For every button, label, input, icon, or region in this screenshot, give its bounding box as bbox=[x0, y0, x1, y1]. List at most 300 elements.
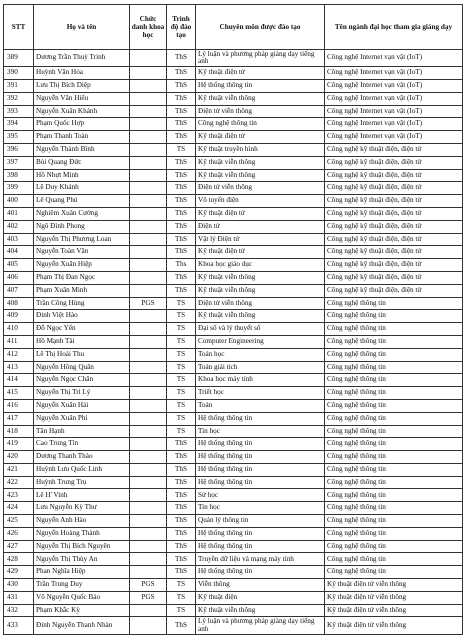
cell-major: Công nghệ thông tin bbox=[325, 412, 463, 425]
table-header-row bbox=[4, 5, 463, 50]
cell-major: Công nghệ kỹ thuật điện, điện tử bbox=[325, 259, 463, 272]
cell-specialty: Hệ thống thông tin bbox=[196, 527, 325, 540]
table-row bbox=[4, 323, 463, 336]
cell-name: Trần Công Hùng bbox=[34, 297, 130, 310]
table-row bbox=[4, 310, 463, 323]
cell-major: Công nghệ thông tin bbox=[325, 553, 463, 566]
cell-stt: 433 bbox=[4, 617, 34, 634]
cell-name: Ngô Đình Phong bbox=[34, 220, 130, 233]
cell-name: Phạm Thanh Toàn bbox=[34, 131, 130, 144]
cell-major: Công nghệ kỹ thuật điện, điện tử bbox=[325, 182, 463, 195]
cell-stt: 415 bbox=[4, 387, 34, 400]
table-row bbox=[4, 451, 463, 464]
cell-major: Công nghệ Internet vạn vật (IoT) bbox=[325, 79, 463, 92]
cell-degree: ThS bbox=[167, 118, 196, 131]
table-row bbox=[4, 131, 463, 144]
cell-specialty: Kỹ thuật viễn thông bbox=[196, 310, 325, 323]
cell-degree: ThS bbox=[167, 502, 196, 515]
cell-name: Phạm Xuân Minh bbox=[34, 284, 130, 297]
cell-degree: TS bbox=[167, 361, 196, 374]
cell-rank bbox=[130, 310, 167, 323]
cell-name: Đinh Việt Hào bbox=[34, 310, 130, 323]
cell-stt: 392 bbox=[4, 92, 34, 105]
cell-stt: 404 bbox=[4, 246, 34, 259]
cell-specialty: Kỹ thuật viễn thông bbox=[196, 92, 325, 105]
cell-rank bbox=[130, 284, 167, 297]
cell-name: Hồ Mạnh Tài bbox=[34, 335, 130, 348]
cell-major: Công nghệ thông tin bbox=[325, 489, 463, 502]
cell-rank bbox=[130, 361, 167, 374]
table-row bbox=[4, 143, 463, 156]
cell-name: Nguyễn Xuân Phi bbox=[34, 412, 130, 425]
cell-specialty: Hệ thống thông tin bbox=[196, 79, 325, 92]
cell-specialty: Viễn thông bbox=[196, 579, 325, 592]
cell-major: Công nghệ thông tin bbox=[325, 361, 463, 374]
cell-specialty: Kỹ thuật điện bbox=[196, 591, 325, 604]
cell-specialty: Hệ thống thông tin bbox=[196, 476, 325, 489]
cell-stt: 427 bbox=[4, 540, 34, 553]
cell-stt: 412 bbox=[4, 348, 34, 361]
table-row bbox=[4, 527, 463, 540]
cell-name: Nguyễn Thị Tri Lý bbox=[34, 387, 130, 400]
cell-specialty: Lý luận và phương pháp giảng dạy tiếng anh bbox=[196, 617, 325, 634]
cell-major: Công nghệ thông tin bbox=[325, 438, 463, 451]
cell-degree: TS bbox=[167, 579, 196, 592]
cell-specialty: Kỹ thuật viễn thông bbox=[196, 271, 325, 284]
table-row bbox=[4, 271, 463, 284]
cell-stt: 408 bbox=[4, 297, 34, 310]
cell-degree: ThS bbox=[167, 284, 196, 297]
table-row bbox=[4, 348, 463, 361]
cell-degree: ThS bbox=[167, 105, 196, 118]
cell-specialty: Công nghệ thông tin bbox=[196, 118, 325, 131]
cell-major: Công nghệ thông tin bbox=[325, 399, 463, 412]
table-row bbox=[4, 387, 463, 400]
table-row bbox=[4, 259, 463, 272]
cell-major: Công nghệ kỹ thuật điện, điện tử bbox=[325, 271, 463, 284]
cell-specialty: Tin học bbox=[196, 502, 325, 515]
cell-stt: 402 bbox=[4, 220, 34, 233]
cell-name: Huỳnh Lưu Quốc Linh bbox=[34, 463, 130, 476]
cell-major: Công nghệ thông tin bbox=[325, 540, 463, 553]
cell-rank: PGS bbox=[130, 579, 167, 592]
cell-specialty: Kỹ thuật viễn thông bbox=[196, 284, 325, 297]
table-row bbox=[4, 476, 463, 489]
cell-degree: ThS bbox=[167, 246, 196, 259]
table-row bbox=[4, 502, 463, 515]
table-row bbox=[4, 591, 463, 604]
cell-name: Nguyễn Thị Phương Loan bbox=[34, 233, 130, 246]
cell-stt: 421 bbox=[4, 463, 34, 476]
cell-major: Công nghệ kỹ thuật điện, điện tử bbox=[325, 284, 463, 297]
cell-rank bbox=[130, 502, 167, 515]
cell-name: Lê Duy Khánh bbox=[34, 182, 130, 195]
table-row bbox=[4, 553, 463, 566]
cell-name: Nguyễn Văn Hiếu bbox=[34, 92, 130, 105]
cell-degree: TS bbox=[167, 143, 196, 156]
header-name: Họ và tên bbox=[34, 5, 130, 50]
table-row bbox=[4, 374, 463, 387]
table-row bbox=[4, 246, 463, 259]
table-row bbox=[4, 297, 463, 310]
table-row bbox=[4, 92, 463, 105]
cell-stt: 403 bbox=[4, 233, 34, 246]
cell-degree: ThS bbox=[167, 617, 196, 634]
header-stt: STT bbox=[4, 5, 34, 50]
table-row bbox=[4, 182, 463, 195]
cell-rank bbox=[130, 207, 167, 220]
cell-stt: 424 bbox=[4, 502, 34, 515]
cell-specialty: Kỹ thuật viễn thông bbox=[196, 156, 325, 169]
staff-table-page bbox=[3, 4, 463, 635]
cell-name: Phạm Khắc Kỳ bbox=[34, 604, 130, 617]
cell-major: Kỹ thuật điện tử viễn thông bbox=[325, 591, 463, 604]
cell-name: Nguyễn Xuân Hải bbox=[34, 399, 130, 412]
cell-degree: TS bbox=[167, 310, 196, 323]
table-row bbox=[4, 50, 463, 67]
cell-degree: TS bbox=[167, 297, 196, 310]
cell-specialty: Điện tử viễn thông bbox=[196, 105, 325, 118]
cell-degree: ThS bbox=[167, 476, 196, 489]
cell-major: Công nghệ thông tin bbox=[325, 387, 463, 400]
cell-stt: 429 bbox=[4, 566, 34, 579]
cell-rank bbox=[130, 105, 167, 118]
cell-degree: ThS bbox=[167, 451, 196, 464]
cell-stt: 426 bbox=[4, 527, 34, 540]
cell-major: Công nghệ thông tin bbox=[325, 463, 463, 476]
cell-stt: 422 bbox=[4, 476, 34, 489]
cell-stt: 432 bbox=[4, 604, 34, 617]
cell-specialty: Kỹ thuật truyền hình bbox=[196, 143, 325, 156]
cell-stt: 417 bbox=[4, 412, 34, 425]
cell-stt: 399 bbox=[4, 182, 34, 195]
cell-degree: ThS bbox=[167, 566, 196, 579]
cell-name: Nguyễn Thành Bình bbox=[34, 143, 130, 156]
cell-degree: ThS bbox=[167, 271, 196, 284]
cell-specialty: Tin học bbox=[196, 425, 325, 438]
cell-name: Lê Thị Hoài Thu bbox=[34, 348, 130, 361]
cell-stt: 413 bbox=[4, 361, 34, 374]
cell-name: Tân Hạnh bbox=[34, 425, 130, 438]
cell-specialty: Vật lý Điện tử bbox=[196, 233, 325, 246]
table-row bbox=[4, 156, 463, 169]
cell-degree: TS bbox=[167, 387, 196, 400]
cell-specialty: Khoa học giáo dục bbox=[196, 259, 325, 272]
table-row bbox=[4, 207, 463, 220]
cell-rank bbox=[130, 527, 167, 540]
cell-stt: 395 bbox=[4, 131, 34, 144]
table-row bbox=[4, 579, 463, 592]
cell-degree: ThS bbox=[167, 169, 196, 182]
cell-major: Công nghệ thông tin bbox=[325, 502, 463, 515]
cell-degree: ThS bbox=[167, 195, 196, 208]
cell-name: Phạm Quốc Hợp bbox=[34, 118, 130, 131]
table-row bbox=[4, 220, 463, 233]
cell-specialty: Hệ thống thông tin bbox=[196, 566, 325, 579]
cell-name: Nguyễn Hoàng Thành bbox=[34, 527, 130, 540]
cell-major: Công nghệ kỹ thuật điện, điện tử bbox=[325, 143, 463, 156]
table-body bbox=[4, 50, 463, 635]
table-row bbox=[4, 335, 463, 348]
cell-specialty: Đại số và lý thuyết số bbox=[196, 323, 325, 336]
cell-stt: 398 bbox=[4, 169, 34, 182]
cell-rank bbox=[130, 131, 167, 144]
cell-major: Công nghệ thông tin bbox=[325, 297, 463, 310]
cell-specialty: Kỹ thuật điện tử bbox=[196, 246, 325, 259]
cell-specialty: Triết học bbox=[196, 387, 325, 400]
cell-degree: ThS bbox=[167, 438, 196, 451]
cell-rank bbox=[130, 387, 167, 400]
cell-rank bbox=[130, 399, 167, 412]
cell-major: Công nghệ thông tin bbox=[325, 476, 463, 489]
cell-specialty: Điện tử viễn thông bbox=[196, 182, 325, 195]
cell-stt: 418 bbox=[4, 425, 34, 438]
cell-stt: 430 bbox=[4, 579, 34, 592]
cell-name: Nguyễn Toàn Văn bbox=[34, 246, 130, 259]
cell-rank bbox=[130, 92, 167, 105]
table-row bbox=[4, 284, 463, 297]
cell-specialty: Toán bbox=[196, 399, 325, 412]
cell-major: Công nghệ kỹ thuật điện, điện tử bbox=[325, 207, 463, 220]
cell-rank bbox=[130, 412, 167, 425]
cell-major: Kỹ thuật điện tử viễn thông bbox=[325, 579, 463, 592]
cell-degree: ThS bbox=[167, 182, 196, 195]
cell-stt: 420 bbox=[4, 451, 34, 464]
cell-degree: TS bbox=[167, 591, 196, 604]
cell-degree: Ths bbox=[167, 259, 196, 272]
cell-major: Công nghệ thông tin bbox=[325, 566, 463, 579]
cell-name: Huỳnh Trung Trụ bbox=[34, 476, 130, 489]
cell-rank bbox=[130, 156, 167, 169]
cell-specialty: Hệ thống thông tin bbox=[196, 451, 325, 464]
cell-degree: ThS bbox=[167, 463, 196, 476]
cell-rank bbox=[130, 79, 167, 92]
cell-major: Công nghệ thông tin bbox=[325, 323, 463, 336]
table-row bbox=[4, 118, 463, 131]
cell-major: Công nghệ Internet vạn vật (IoT) bbox=[325, 67, 463, 80]
table-row bbox=[4, 540, 463, 553]
cell-degree: TS bbox=[167, 425, 196, 438]
cell-name: Lưu Thị Bích Diệp bbox=[34, 79, 130, 92]
cell-name: Nguyễn Hồng Quân bbox=[34, 361, 130, 374]
cell-major: Công nghệ thông tin bbox=[325, 374, 463, 387]
table-row bbox=[4, 489, 463, 502]
cell-major: Công nghệ thông tin bbox=[325, 515, 463, 528]
cell-stt: 400 bbox=[4, 195, 34, 208]
cell-rank bbox=[130, 451, 167, 464]
cell-stt: 406 bbox=[4, 271, 34, 284]
header-specialty: Chuyên môn được đào tạo bbox=[196, 5, 325, 50]
cell-degree: TS bbox=[167, 399, 196, 412]
cell-degree: TS bbox=[167, 374, 196, 387]
cell-major: Công nghệ kỹ thuật điện, điện tử bbox=[325, 156, 463, 169]
cell-rank bbox=[130, 67, 167, 80]
cell-stt: 416 bbox=[4, 399, 34, 412]
table-row bbox=[4, 195, 463, 208]
cell-major: Công nghệ kỹ thuật điện, điện tử bbox=[325, 233, 463, 246]
cell-degree: ThS bbox=[167, 50, 196, 67]
cell-stt: 428 bbox=[4, 553, 34, 566]
cell-degree: ThS bbox=[167, 131, 196, 144]
cell-specialty: Computer Engineering bbox=[196, 335, 325, 348]
table-row bbox=[4, 425, 463, 438]
header-rank: Chức danh khoa học bbox=[130, 5, 167, 50]
cell-name: Hồ Nhựt Minh bbox=[34, 169, 130, 182]
cell-rank bbox=[130, 348, 167, 361]
cell-degree: TS bbox=[167, 604, 196, 617]
cell-major: Kỹ thuật điện tử viễn thông bbox=[325, 617, 463, 634]
cell-specialty: Truyền dữ liệu và mạng máy tính bbox=[196, 553, 325, 566]
cell-stt: 425 bbox=[4, 515, 34, 528]
table-row bbox=[4, 79, 463, 92]
cell-rank bbox=[130, 425, 167, 438]
cell-degree: ThS bbox=[167, 489, 196, 502]
cell-degree: ThS bbox=[167, 207, 196, 220]
cell-stt: 431 bbox=[4, 591, 34, 604]
cell-rank bbox=[130, 246, 167, 259]
cell-rank: PGS bbox=[130, 591, 167, 604]
cell-name: Nguyễn Xuân Hiệp bbox=[34, 259, 130, 272]
cell-rank bbox=[130, 182, 167, 195]
cell-rank bbox=[130, 169, 167, 182]
cell-specialty: Kỹ thuật điện tử bbox=[196, 67, 325, 80]
cell-name: Lê H' Vinh bbox=[34, 489, 130, 502]
cell-stt: 393 bbox=[4, 105, 34, 118]
cell-name: Lê Quang Phú bbox=[34, 195, 130, 208]
cell-rank bbox=[130, 220, 167, 233]
cell-name: Nguyễn Thị Thùy An bbox=[34, 553, 130, 566]
cell-stt: 414 bbox=[4, 374, 34, 387]
cell-major: Công nghệ Internet vạn vật (IoT) bbox=[325, 131, 463, 144]
cell-rank bbox=[130, 259, 167, 272]
table-row bbox=[4, 412, 463, 425]
cell-rank bbox=[130, 143, 167, 156]
cell-name: Cao Trung Tín bbox=[34, 438, 130, 451]
cell-name: Lưu Nguyễn Kỳ Thư bbox=[34, 502, 130, 515]
cell-major: Công nghệ thông tin bbox=[325, 527, 463, 540]
cell-degree: ThS bbox=[167, 67, 196, 80]
staff-table bbox=[3, 4, 463, 635]
cell-specialty: Kỹ thuật điện tử bbox=[196, 207, 325, 220]
cell-specialty: Hệ thống thông tin bbox=[196, 463, 325, 476]
table-row bbox=[4, 399, 463, 412]
cell-specialty: Khoa học máy tính bbox=[196, 374, 325, 387]
cell-degree: TS bbox=[167, 335, 196, 348]
cell-major: Công nghệ thông tin bbox=[325, 425, 463, 438]
cell-rank bbox=[130, 233, 167, 246]
cell-specialty: Toán giải tích bbox=[196, 361, 325, 374]
cell-stt: 423 bbox=[4, 489, 34, 502]
cell-degree: TS bbox=[167, 412, 196, 425]
cell-name: Huỳnh Văn Hóa bbox=[34, 67, 130, 80]
cell-name: Nguyễn Ngọc Chân bbox=[34, 374, 130, 387]
cell-degree: TS bbox=[167, 348, 196, 361]
cell-degree: ThS bbox=[167, 92, 196, 105]
cell-stt: 396 bbox=[4, 143, 34, 156]
table-row bbox=[4, 617, 463, 634]
cell-rank bbox=[130, 50, 167, 67]
cell-major: Công nghệ Internet vạn vật (IoT) bbox=[325, 105, 463, 118]
cell-specialty: Hệ thống thông tin bbox=[196, 540, 325, 553]
cell-rank bbox=[130, 617, 167, 634]
table-row bbox=[4, 67, 463, 80]
cell-specialty: Quản lý thông tin bbox=[196, 515, 325, 528]
cell-major: Công nghệ Internet vạn vật (IoT) bbox=[325, 50, 463, 67]
cell-degree: ThS bbox=[167, 515, 196, 528]
cell-major: Công nghệ kỹ thuật điện, điện tử bbox=[325, 246, 463, 259]
cell-degree: ThS bbox=[167, 540, 196, 553]
cell-specialty: Lý luận và phương pháp giảng dạy tiếng anh bbox=[196, 50, 325, 67]
cell-rank: PGS bbox=[130, 297, 167, 310]
cell-name: Dương Thanh Thảo bbox=[34, 451, 130, 464]
cell-major: Công nghệ thông tin bbox=[325, 451, 463, 464]
table-row bbox=[4, 463, 463, 476]
cell-degree: TS bbox=[167, 323, 196, 336]
cell-specialty: Sử học bbox=[196, 489, 325, 502]
cell-rank bbox=[130, 515, 167, 528]
table-row bbox=[4, 515, 463, 528]
cell-degree: ThS bbox=[167, 79, 196, 92]
cell-major: Công nghệ kỹ thuật điện, điện tử bbox=[325, 220, 463, 233]
cell-name: Nguyễn Xuân Khánh bbox=[34, 105, 130, 118]
cell-major: Công nghệ Internet vạn vật (IoT) bbox=[325, 118, 463, 131]
cell-major: Công nghệ Internet vạn vật (IoT) bbox=[325, 92, 463, 105]
cell-stt: 391 bbox=[4, 79, 34, 92]
cell-name: Phan Nghĩa Hiệp bbox=[34, 566, 130, 579]
cell-name: Dương Trần Thuỳ Trinh bbox=[34, 50, 130, 67]
table-row bbox=[4, 438, 463, 451]
cell-name: Đinh Nguyễn Thanh Nhàn bbox=[34, 617, 130, 634]
cell-major: Công nghệ kỹ thuật điện, điện tử bbox=[325, 169, 463, 182]
cell-rank bbox=[130, 335, 167, 348]
cell-rank bbox=[130, 566, 167, 579]
cell-specialty: Vô tuyến điện bbox=[196, 195, 325, 208]
cell-stt: 407 bbox=[4, 284, 34, 297]
table-row bbox=[4, 169, 463, 182]
table-row bbox=[4, 233, 463, 246]
cell-stt: 401 bbox=[4, 207, 34, 220]
cell-name: Nghiêm Xuân Cường bbox=[34, 207, 130, 220]
cell-rank bbox=[130, 323, 167, 336]
cell-stt: 409 bbox=[4, 310, 34, 323]
cell-degree: ThS bbox=[167, 553, 196, 566]
cell-stt: 390 bbox=[4, 67, 34, 80]
cell-specialty: Hệ thống thông tin bbox=[196, 412, 325, 425]
cell-stt: 389 bbox=[4, 50, 34, 67]
cell-name: Phạm Thị Đan Ngọc bbox=[34, 271, 130, 284]
cell-specialty: Kỹ thuật viễn thông bbox=[196, 169, 325, 182]
cell-rank bbox=[130, 463, 167, 476]
cell-rank bbox=[130, 118, 167, 131]
table-row bbox=[4, 361, 463, 374]
cell-specialty: Điện tử viễn thông bbox=[196, 297, 325, 310]
cell-stt: 405 bbox=[4, 259, 34, 272]
cell-major: Công nghệ thông tin bbox=[325, 335, 463, 348]
cell-specialty: Hệ thống thông tin bbox=[196, 438, 325, 451]
cell-rank bbox=[130, 476, 167, 489]
table-row bbox=[4, 566, 463, 579]
cell-rank bbox=[130, 374, 167, 387]
cell-name: Đỗ Ngọc Yến bbox=[34, 323, 130, 336]
cell-stt: 394 bbox=[4, 118, 34, 131]
cell-name: Nguyễn Anh Hào bbox=[34, 515, 130, 528]
cell-major: Công nghệ thông tin bbox=[325, 348, 463, 361]
cell-major: Kỹ thuật điện tử viễn thông bbox=[325, 604, 463, 617]
cell-degree: ThS bbox=[167, 233, 196, 246]
cell-rank bbox=[130, 540, 167, 553]
cell-stt: 411 bbox=[4, 335, 34, 348]
cell-name: Võ Nguyễn Quốc Bảo bbox=[34, 591, 130, 604]
